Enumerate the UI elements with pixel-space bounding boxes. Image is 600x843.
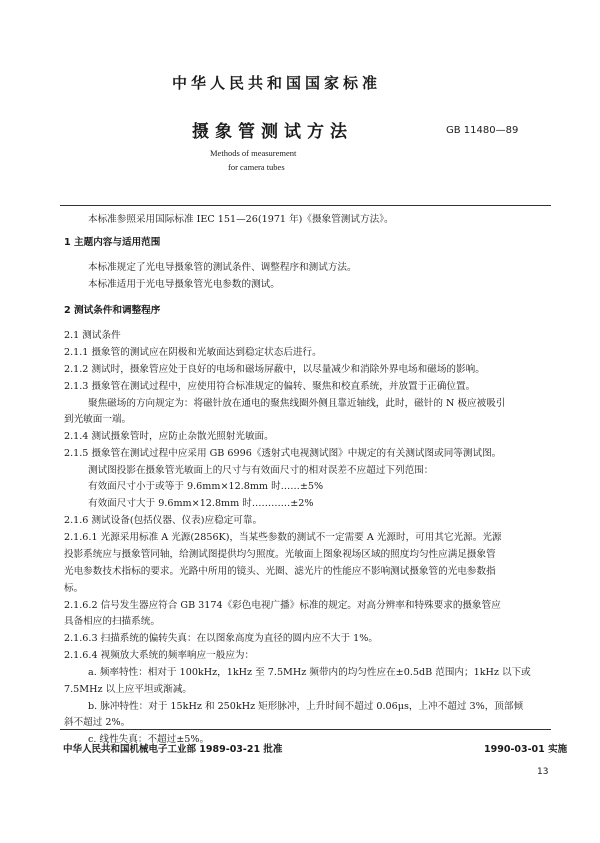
english-title-line-2: for camera tubes	[228, 162, 285, 172]
body-text-line: 本标准参照采用国际标准 IEC 151—26(1971 年)《摄象管测试方法》。	[88, 214, 394, 225]
body-text-line: 2.1.6.3 扫描系统的偏转失真：在以图象高度为直径的圆内应不大于 1%。	[64, 633, 378, 644]
body-text-line: 有效面尺寸小于或等于 9.6mm×12.8mm 时……±5%	[88, 481, 324, 492]
body-text-line: 具备相应的扫描系统。	[64, 616, 160, 627]
effective-date: 1990-03-01 实施	[484, 744, 568, 755]
footer-divider	[60, 729, 551, 730]
document-title: 摄象管测试方法	[192, 122, 353, 142]
approval-note: 中华人民共和国机械电子工业部 1989-03-21 批准	[63, 744, 283, 755]
section-heading: 1 主题内容与适用范围	[64, 237, 161, 248]
body-text-line: c. 线性失真：不超过±5%。	[88, 734, 210, 745]
section-heading: 2 测试条件和调整程序	[64, 305, 161, 316]
page-number: 13	[537, 767, 549, 777]
body-text-line: 2.1.5 摄象管在测试过程中应采用 GB 6996《透射式电视测试图》中规定的有关测试图或同等测试图。	[64, 448, 502, 459]
body-text-line: 本标准适用于光电导摄象管光电参数的测试。	[88, 279, 280, 290]
body-text-line: 到光敏面一端。	[64, 414, 132, 425]
body-text-line: 7.5MHz 以上应平坦或渐减。	[64, 684, 192, 695]
body-text-line: 有效面尺寸大于 9.6mm×12.8mm 时…………±2%	[88, 498, 314, 509]
body-text-line: 2.1.6.2 信号发生器应符合 GB 3174《彩色电视广播》标准的规定。对高分辨率和特殊要求的摄象管应	[64, 600, 501, 611]
body-text-line: a. 频率特性：相对于 100kHz，1kHz 至 7.5MHz 频带内的均匀性应在±0.5dB 范围内；1kHz 以下或	[88, 667, 531, 678]
standard-code: GB 11480—89	[446, 125, 519, 136]
body-text-line: 标。	[64, 583, 84, 594]
body-text-line: 2.1 测试条件	[64, 330, 121, 341]
body-text-line: 光电参数技术指标的要求。光路中所用的镜头、光圈、滤光片的性能应不影响测试摄象管的光电参数指	[64, 566, 496, 577]
body-text-line: 2.1.6.1 光源采用标准 A 光源(2856K)，当某些参数的测试不一定需要 A 光源时，可用其它光源。光源	[64, 532, 502, 543]
body-text-line: 2.1.4 测试摄象管时，应防止杂散光照射光敏面。	[64, 431, 274, 442]
body-text-line: 2.1.1 摄象管的测试应在阴极和光敏面达到稳定状态后进行。	[64, 347, 322, 358]
body-text-line: 2.1.3 摄象管在测试过程中，应使用符合标准规定的偏转、聚焦和校直系统，并放置于正确位置。	[64, 381, 476, 392]
national-standard-heading: 中华人民共和国国家标准	[172, 74, 382, 92]
body-text-line: b. 脉冲特性：对于 15kHz 和 250kHz 矩形脉冲，上升时间不超过 0.06μs，上冲不超过 3%，顶部倾	[88, 701, 524, 712]
body-text-line: 本标准规定了光电导摄象管的测试条件、调整程序和测试方法。	[88, 262, 357, 273]
body-text-line: 2.1.2 测试时，摄象管应处于良好的电场和磁场屏蔽中，以尽量减少和消除外界电场和磁场的影响。	[64, 364, 485, 375]
body-text-line: 测试图投影在摄象管光敏面上的尺寸与有效面尺寸的相对误差不应超过下列范围：	[88, 465, 434, 476]
body-text-line: 投影系统应与摄象管同轴，给测试图提供均匀照度。光敏面上图象视场区域的照度均匀性应满足摄象管	[64, 549, 496, 560]
body-text-line: 斜不超过 2%。	[64, 717, 131, 728]
english-title-line-1: Methods of measurement	[210, 148, 297, 158]
header-divider	[60, 205, 551, 206]
body-text-line: 2.1.6.4 视频放大系统的频率响应一般应为：	[64, 650, 255, 661]
body-text-line: 聚焦磁场的方向规定为：将磁针放在通电的聚焦线圈外侧且靠近轴线，此时，磁针的 N 极应被吸引	[88, 398, 506, 409]
body-text-line: 2.1.6 测试设备(包括仪器、仪表)应稳定可靠。	[64, 515, 263, 526]
